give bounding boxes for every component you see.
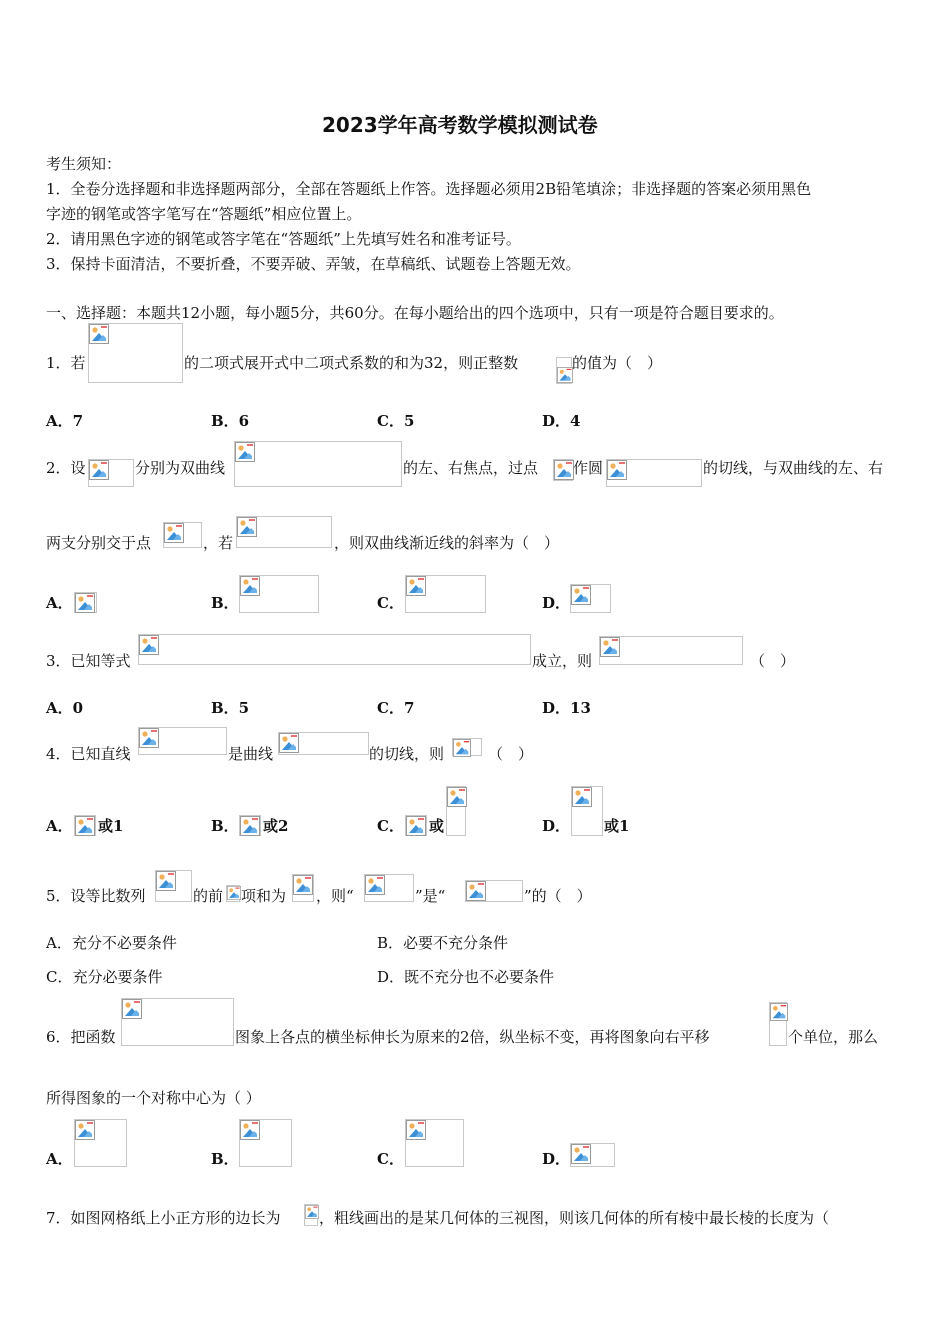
q2-option-d: D．	[542, 594, 571, 612]
formula-image-icon	[74, 592, 97, 613]
q5-option-d: D．既不充分也不必要条件	[377, 968, 555, 986]
q4-text-a: 4．已知直线	[46, 745, 131, 763]
q1-option-c: C．5	[377, 412, 415, 430]
formula-image-icon	[74, 1119, 127, 1167]
q4-option-a: A．	[46, 817, 73, 835]
q5-text-d: ，则“	[316, 887, 354, 905]
q3-option-b: B．5	[211, 699, 250, 717]
q2-option-c: C．	[377, 594, 404, 612]
formula-image-icon	[234, 441, 402, 487]
q2-text-h: ，则双曲线渐近线的斜率为（ ）	[334, 534, 560, 552]
q4-option-b: B．	[211, 817, 239, 835]
formula-image-icon	[88, 323, 183, 383]
formula-image-icon	[88, 459, 134, 487]
formula-image-icon	[446, 786, 466, 836]
formula-image-icon	[292, 874, 314, 902]
q2-option-b: B．	[211, 594, 239, 612]
formula-image-icon	[769, 1002, 787, 1046]
formula-image-icon	[163, 522, 202, 548]
q5-text-b: 的前	[193, 887, 224, 905]
q6-text-d: 所得图象的一个对称中心为（ ）	[46, 1089, 261, 1107]
q6-option-c: C．	[377, 1150, 404, 1168]
q4-option-c: C．	[377, 817, 404, 835]
formula-image-icon	[553, 459, 573, 481]
formula-image-icon	[138, 634, 531, 665]
formula-image-icon	[405, 815, 427, 836]
q5-text-c: 项和为	[241, 887, 287, 905]
q2-option-a: A．	[46, 594, 73, 612]
q1-option-d: D．4	[542, 412, 581, 430]
formula-image-icon	[465, 880, 523, 902]
q2-text-g: ，若	[203, 534, 234, 552]
notice-line-1: 1．全卷分选择题和非选择题两部分，全部在答题纸上作答。选择题必须用2B铅笔填涂；非选择题的答案必须用黑色	[46, 180, 812, 198]
q1-option-a: A．7	[46, 412, 84, 430]
q4-option-b-tail: 或2	[263, 817, 289, 835]
formula-image-icon	[606, 459, 702, 487]
formula-image-icon	[405, 1119, 464, 1167]
q7-text-b: ，粗线画出的是某几何体的三视图，则该几何体的所有棱中最长棱的长度为（	[319, 1209, 830, 1227]
formula-image-icon	[452, 738, 482, 756]
q3-text-b: 成立，则	[532, 652, 593, 670]
notice-line-4: 3．保持卡面清洁，不要折叠，不要弄破、弄皱，在草稿纸、试题卷上答题无效。	[46, 255, 581, 273]
page-title: 2023学年高考数学模拟测试卷	[322, 113, 598, 137]
q3-text-a: 3．已知等式	[46, 652, 131, 670]
formula-image-icon	[74, 815, 96, 836]
q5-option-a: A．充分不必要条件	[46, 934, 177, 952]
q2-text-a: 2．设	[46, 459, 86, 477]
q2-text-b: 分别为双曲线	[135, 459, 226, 477]
q2-text-e: 的切线，与双曲线的左、右	[703, 459, 884, 477]
q7-text-a: 7．如图网格纸上小正方形的边长为	[46, 1209, 281, 1227]
q1-text-b: 的二项式展开式中二项式系数的和为32，则正整数	[184, 354, 519, 372]
formula-image-icon	[239, 815, 261, 836]
q4-text-c: 的切线，则	[369, 745, 445, 763]
formula-image-icon	[138, 727, 227, 755]
formula-image-icon	[121, 998, 234, 1046]
formula-image-icon	[571, 786, 603, 836]
q1-option-b: B．6	[211, 412, 250, 430]
q3-option-c: C．7	[377, 699, 415, 717]
q3-option-d: D．13	[542, 699, 591, 717]
formula-image-icon	[236, 516, 332, 548]
q6-text-b: 图象上各点的横坐标伸长为原来的2倍，纵坐标不变，再将图象向右平移	[235, 1028, 710, 1046]
q5-text-a: 5．设等比数列	[46, 887, 146, 905]
q2-text-d: 作圆	[573, 459, 604, 477]
q1-text-a: 1．若	[46, 354, 86, 372]
q6-option-d: D．	[542, 1150, 571, 1168]
formula-image-icon	[239, 575, 319, 613]
q5-text-f: ”的（ ）	[524, 887, 592, 905]
notice-line-2: 字迹的钢笔或答字笔写在“答题纸”相应位置上。	[46, 205, 362, 223]
q5-option-c: C．充分必要条件	[46, 968, 163, 986]
q5-option-b: B．必要不充分条件	[377, 934, 509, 952]
q6-option-a: A．	[46, 1150, 73, 1168]
q4-option-c-tail: 或	[429, 817, 445, 835]
q6-text-c: 个单位，那么	[788, 1028, 879, 1046]
q2-text-f: 两支分别交于点	[46, 534, 152, 552]
formula-image-icon	[278, 732, 369, 755]
formula-image-icon	[556, 357, 572, 384]
notice-line-3: 2．请用黑色字迹的钢笔或答字笔在“答题纸”上先填写姓名和准考证号。	[46, 230, 521, 248]
section-header: 一、选择题：本题共12小题，每小题5分，共60分。在每小题给出的四个选项中，只有一项是符合题目要求的。	[46, 304, 784, 322]
q4-option-d: D．	[542, 817, 571, 835]
q4-option-d-tail: 或1	[604, 817, 630, 835]
notice-heading: 考生须知：	[46, 155, 122, 173]
formula-image-icon	[405, 575, 486, 613]
formula-image-icon	[304, 1204, 318, 1226]
q2-text-c: 的左、右焦点，过点	[403, 459, 539, 477]
q3-option-a: A．0	[46, 699, 84, 717]
formula-image-icon	[364, 874, 414, 902]
q4-text-d: （ ）	[488, 745, 534, 763]
formula-image-icon	[599, 636, 743, 665]
formula-image-icon	[155, 870, 192, 902]
q6-text-a: 6．把函数	[46, 1028, 116, 1046]
q1-text-c: 的值为（ ）	[572, 354, 663, 372]
q4-option-a-tail: 或1	[98, 817, 124, 835]
q4-text-b: 是曲线	[228, 745, 274, 763]
formula-image-icon	[570, 584, 611, 613]
q5-text-e: ”是“	[415, 887, 446, 905]
q6-option-b: B．	[211, 1150, 239, 1168]
formula-image-icon	[226, 885, 240, 902]
formula-image-icon	[570, 1143, 615, 1167]
formula-image-icon	[239, 1119, 292, 1167]
q3-text-c: （ ）	[750, 652, 796, 670]
